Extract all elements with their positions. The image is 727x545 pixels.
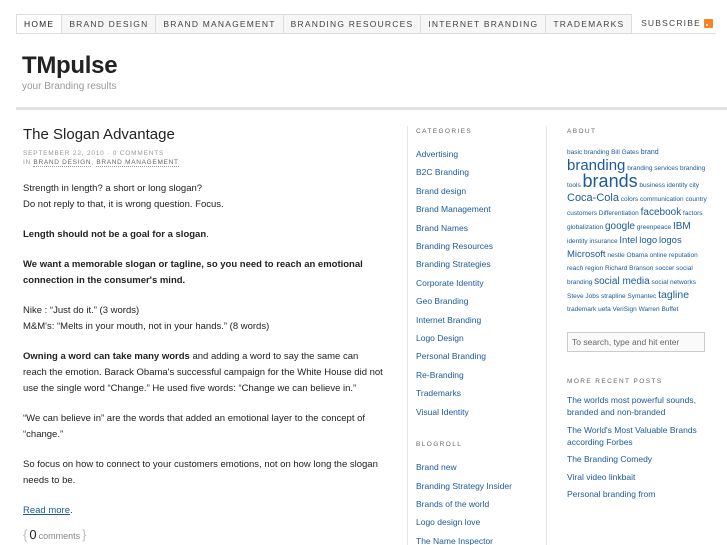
post-text: We want a memorable slogan or tagline, so you need to reach an emotional connection in the consumer's mind.: [23, 259, 363, 286]
recent-post-item[interactable]: Personal branding from: [567, 489, 656, 499]
category-item[interactable]: Advertising: [416, 149, 459, 159]
category-item[interactable]: Personal Branding: [416, 351, 486, 362]
post-paragraph: [23, 181, 383, 213]
tag-cloud-item[interactable]: trademark: [567, 306, 597, 313]
tag-cloud-item[interactable]: brands: [582, 171, 638, 191]
tag-cloud-item[interactable]: uefa: [598, 306, 611, 313]
post-text: .: [206, 229, 209, 240]
tag-cloud-item[interactable]: Symantec: [627, 293, 657, 300]
blogroll-item[interactable]: Brand new: [416, 462, 457, 473]
tag-cloud-item[interactable]: brand: [640, 149, 659, 156]
comment-count[interactable]: [23, 527, 383, 542]
recent-post-item[interactable]: The worlds most powerful sounds, branded and non-branded: [567, 395, 696, 417]
category-item[interactable]: Brand design: [416, 185, 467, 196]
tag-cloud-item[interactable]: identity: [567, 238, 588, 245]
category-item[interactable]: Geo Branding: [416, 296, 469, 307]
post-category-link[interactable]: BRAND MANAGEMENT: [96, 159, 179, 166]
post-text: Owning a word can take many words: [23, 351, 190, 362]
tag-cloud-item[interactable]: strapline: [600, 293, 626, 300]
tag-cloud-item[interactable]: facebook: [640, 207, 682, 218]
category-item[interactable]: Corporate Identity: [416, 277, 484, 288]
sidebar-categories: [407, 126, 547, 545]
search-input[interactable]: To search, type and hit enter: [567, 332, 705, 352]
post: [23, 126, 383, 542]
post-text: Length should not be a goal for a slogan: [23, 229, 207, 240]
tag-cloud-item[interactable]: Obama: [626, 252, 648, 259]
tag-cloud-item[interactable]: customers: [567, 210, 597, 217]
tag-cloud-item[interactable]: social branding: [567, 265, 693, 286]
tag-cloud-item[interactable]: branding: [567, 157, 626, 174]
comment-label: comments: [38, 531, 81, 541]
subscribe-link[interactable]: [641, 18, 713, 28]
category-item[interactable]: Brand Names: [416, 222, 468, 233]
read-more-link[interactable]: Read more: [23, 505, 70, 516]
tag-cloud-item[interactable]: logos: [658, 235, 682, 246]
blogroll-item[interactable]: The Name Inspector: [416, 535, 494, 545]
post-paragraph: [23, 349, 383, 397]
post-categories-label: IN: [23, 159, 31, 166]
post-text: .: [70, 505, 73, 516]
post-paragraph: [23, 303, 383, 335]
tag-cloud-item[interactable]: city: [689, 182, 700, 189]
tag-cloud-item[interactable]: colors: [620, 196, 639, 203]
nav-branding-resources[interactable]: BRANDING RESOURCES: [283, 14, 422, 33]
categories-list: [416, 145, 546, 421]
post-title[interactable]: The Slogan Advantage: [23, 126, 175, 143]
categories-title: CATEGORIES: [416, 128, 473, 135]
top-nav: [16, 14, 716, 34]
about-title: ABOUT: [567, 128, 597, 135]
tag-cloud-item[interactable]: Warren Buffet: [638, 306, 679, 313]
nav-brand-management[interactable]: BRAND MANAGEMENT: [155, 14, 283, 33]
blogroll-title: BLOGROLL: [416, 441, 463, 449]
recent-post-item[interactable]: The Branding Comedy: [567, 454, 653, 464]
tag-cloud-item[interactable]: online reputation: [649, 252, 698, 259]
rss-icon: [704, 19, 713, 28]
post-paragraph: [23, 411, 383, 443]
tag-cloud-item[interactable]: branding services: [627, 165, 679, 172]
tag-cloud: [567, 146, 707, 316]
post-text: Do not reply to that, it is wrong question. Focus.: [23, 199, 224, 210]
category-item[interactable]: Re-Branding: [416, 369, 464, 380]
blogroll-item[interactable]: Logo design love: [416, 517, 481, 528]
tag-cloud-item[interactable]: social networks: [651, 279, 696, 286]
tag-cloud-item[interactable]: region: [585, 265, 604, 272]
nav-internet-branding[interactable]: INTERNET BRANDING: [420, 14, 546, 33]
tag-cloud-item[interactable]: Steve Jobs: [567, 293, 600, 300]
post-text: “We can believe in” are the words that added an emotional layer to the concept of “change.”: [23, 413, 366, 440]
category-item[interactable]: Brand Management: [416, 204, 491, 215]
tag-cloud-item[interactable]: business identity: [639, 182, 688, 189]
tag-cloud-item[interactable]: country: [685, 196, 707, 203]
category-item[interactable]: Trademarks: [416, 388, 462, 399]
recent-post-item[interactable]: Viral video linkbait: [567, 471, 636, 482]
tag-cloud-item[interactable]: logo: [639, 235, 658, 246]
tag-cloud-item[interactable]: Coca-Cola: [567, 192, 619, 204]
tag-cloud-item[interactable]: soccer: [655, 265, 675, 272]
post-paragraph: [23, 227, 383, 243]
post-text: Nike : “Just do it.” (3 words): [23, 305, 140, 316]
tag-cloud-item[interactable]: reach: [567, 265, 584, 272]
post-meta: SEPTEMBER 22, 2010 · 0 COMMENTS: [23, 150, 165, 157]
tag-cloud-item[interactable]: communication: [639, 196, 684, 203]
recent-posts-list: [567, 394, 707, 500]
category-item[interactable]: Internet Branding: [416, 314, 482, 325]
tag-cloud-item[interactable]: Richard Branson: [604, 265, 654, 272]
post-paragraph: [23, 503, 383, 519]
post-text: So focus on how to connect to your customers emotions, not on how long the slogan needs to be.: [23, 459, 378, 486]
tag-cloud-item[interactable]: insurance: [589, 238, 618, 245]
blogroll-item[interactable]: Branding Strategy Insider: [416, 480, 512, 491]
tag-cloud-item[interactable]: VeriSign: [612, 306, 637, 313]
category-item[interactable]: B2C Branding: [416, 167, 469, 178]
post-body: [23, 181, 383, 519]
category-item[interactable]: Logo Design: [416, 333, 464, 344]
post-paragraph: [23, 257, 383, 289]
recent-posts-title: MORE RECENT POSTS: [567, 378, 663, 385]
site-tagline: your Branding results: [22, 81, 117, 92]
tag-cloud-item[interactable]: Bill Gates: [611, 149, 639, 156]
sidebar-about: [567, 126, 707, 506]
brace-open: {: [23, 527, 28, 542]
tag-cloud-item[interactable]: basic branding: [567, 149, 610, 156]
nav-brand-design[interactable]: BRAND DESIGN: [61, 14, 156, 33]
blogroll-item[interactable]: Brands of the world: [416, 498, 490, 509]
recent-post-item[interactable]: The World's Most Valuable Brands according Forbes: [567, 424, 697, 447]
tag-cloud-item[interactable]: tagline: [658, 289, 690, 301]
post-text: M&M's: “Melts in your mouth, not in your hands.” (8 words): [23, 321, 270, 332]
post-text: and adding a word to say the same can reach the emotion. Barack Obama's successful campaign for the White House did not use the single word “Change.” He used five words: “Change we can believe in.”: [23, 351, 383, 394]
tag-cloud-item[interactable]: social media: [594, 276, 650, 287]
tag-cloud-item[interactable]: branding tools: [567, 165, 706, 189]
category-item[interactable]: Visual Identity: [416, 406, 469, 417]
tag-cloud-item[interactable]: nestle: [607, 252, 625, 259]
tag-cloud-item[interactable]: Microsoft: [567, 249, 606, 260]
category-item[interactable]: Branding Strategies: [416, 259, 491, 270]
blogroll-list: [416, 458, 546, 545]
post-text: Strength in length? a short or long slogan?: [23, 183, 203, 194]
header-divider: [16, 107, 727, 110]
category-item[interactable]: Branding Resources: [416, 241, 494, 252]
tag-cloud-item[interactable]: Differentiation: [598, 210, 639, 217]
post-category-link[interactable]: BRAND DESIGN: [33, 159, 92, 166]
site-title[interactable]: TMpulse: [22, 52, 118, 79]
comment-number: 0: [29, 527, 37, 542]
tag-cloud-item[interactable]: google: [604, 221, 635, 232]
nav-trademarks[interactable]: TRADEMARKS: [545, 14, 632, 33]
tag-cloud-item[interactable]: greenpeace: [636, 224, 672, 231]
tag-cloud-item[interactable]: IBM: [672, 221, 691, 232]
tag-cloud-item[interactable]: Intel: [619, 235, 638, 246]
tag-cloud-item[interactable]: factors: [683, 210, 703, 217]
post-categories: IN BRAND DESIGN, BRAND MANAGEMENT: [23, 159, 179, 166]
tag-cloud-item[interactable]: globalization: [567, 224, 604, 231]
nav-home[interactable]: HOME: [16, 14, 62, 33]
subscribe-label: SUBSCRIBE: [641, 18, 701, 28]
post-paragraph: [23, 457, 383, 489]
brace-close: }: [82, 527, 87, 542]
